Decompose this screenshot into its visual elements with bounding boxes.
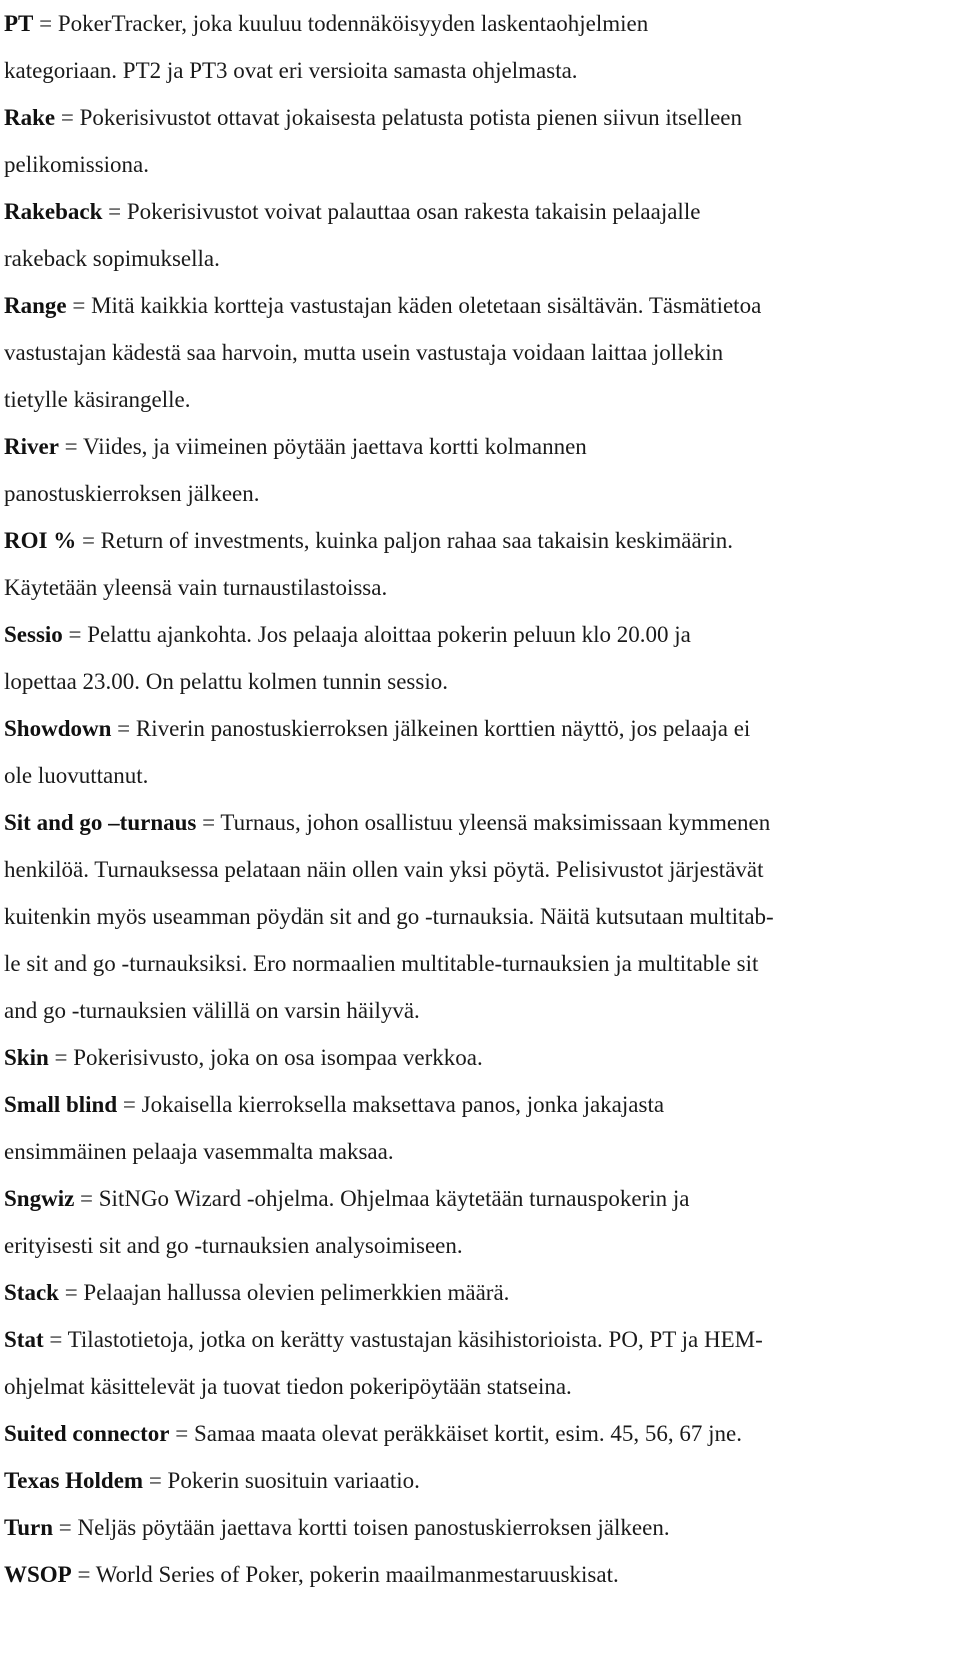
glossary-definition-text: erityisesti sit and go -turnauksien analysoimiseen. bbox=[4, 1233, 463, 1258]
glossary-definition-text: = Jokaisella kierroksella maksettava panos, jonka jakajasta bbox=[117, 1092, 665, 1117]
glossary-definition-text: = PokerTracker, joka kuuluu todennäköisyyden laskentaohjelmien bbox=[33, 11, 649, 36]
glossary-definition-text: = SitNGo Wizard -ohjelma. Ohjelmaa käytetään turnauspokerin ja bbox=[74, 1186, 690, 1211]
glossary-line bbox=[0, 0, 960, 47]
glossary-entry bbox=[0, 1175, 960, 1269]
glossary-definition-text: le sit and go -turnauksiksi. Ero normaalien multitable-turnauksien ja multitable sit bbox=[4, 951, 759, 976]
glossary-term: Rakeback bbox=[4, 199, 103, 224]
glossary-line bbox=[0, 1504, 960, 1551]
glossary-entry bbox=[0, 0, 960, 94]
glossary-line bbox=[0, 564, 960, 611]
glossary-term: Stack bbox=[4, 1280, 59, 1305]
glossary-definition-text: tietylle käsirangelle. bbox=[4, 387, 191, 412]
glossary-line bbox=[0, 141, 960, 188]
glossary-definition-text: ohjelmat käsittelevät ja tuovat tiedon pokeripöytään statseina. bbox=[4, 1374, 572, 1399]
glossary-line bbox=[0, 47, 960, 94]
glossary-line bbox=[0, 658, 960, 705]
glossary-term: Skin bbox=[4, 1045, 49, 1070]
glossary-definition-text: = Pokerisivustot voivat palauttaa osan rakesta takaisin pelaajalle bbox=[102, 199, 701, 224]
glossary-entry bbox=[0, 1034, 960, 1081]
glossary-line bbox=[0, 188, 960, 235]
glossary-entry bbox=[0, 517, 960, 611]
glossary-line bbox=[0, 1081, 960, 1128]
glossary-term: Turn bbox=[4, 1515, 54, 1540]
glossary-entry bbox=[0, 188, 960, 282]
glossary-term: Suited connector bbox=[4, 1421, 170, 1446]
glossary-term: Rake bbox=[4, 105, 56, 130]
glossary-line bbox=[0, 1128, 960, 1175]
glossary-definition-text: = Pokerisivusto, joka on osa isompaa verkkoa. bbox=[48, 1045, 483, 1070]
glossary-line bbox=[0, 470, 960, 517]
glossary-definition-text: Käytetään yleensä vain turnaustilastoissa. bbox=[4, 575, 388, 600]
glossary-definition-text: = Samaa maata olevat peräkkäiset kortit, esim. 45, 56, 67 jne. bbox=[169, 1421, 742, 1446]
glossary-definition-text: = World Series of Poker, pokerin maailmanmestaruuskisat. bbox=[71, 1562, 619, 1587]
glossary-term: Sngwiz bbox=[4, 1186, 75, 1211]
glossary-line bbox=[0, 376, 960, 423]
glossary-line bbox=[0, 940, 960, 987]
glossary-entry bbox=[0, 1457, 960, 1504]
glossary-entry bbox=[0, 423, 960, 517]
glossary-term: Stat bbox=[4, 1327, 44, 1352]
glossary-term: WSOP bbox=[4, 1562, 72, 1587]
glossary-line bbox=[0, 94, 960, 141]
glossary-line bbox=[0, 1410, 960, 1457]
glossary-entry bbox=[0, 1504, 960, 1551]
glossary-line bbox=[0, 329, 960, 376]
glossary-entry bbox=[0, 611, 960, 705]
glossary-line bbox=[0, 752, 960, 799]
glossary-definition-text: rakeback sopimuksella. bbox=[4, 246, 220, 271]
glossary-definition-text: = Tilastotietoja, jotka on kerätty vastustajan käsihistorioista. PO, PT ja HEM- bbox=[43, 1327, 763, 1352]
glossary-definition-text: = Mitä kaikkia kortteja vastustajan käden oletetaan sisältävän. Täsmätietoa bbox=[66, 293, 762, 318]
glossary-definition-text: vastustajan kädestä saa harvoin, mutta usein vastustaja voidaan laittaa jollekin bbox=[4, 340, 724, 365]
glossary-definition-text: = Riverin panostuskierroksen jälkeinen korttien näyttö, jos pelaaja ei bbox=[111, 716, 751, 741]
glossary-definition-text: = Pelattu ajankohta. Jos pelaaja aloittaa pokerin peluun klo 20.00 ja bbox=[62, 622, 691, 647]
glossary-definition-text: kuitenkin myös useamman pöydän sit and go -turnauksia. Näitä kutsutaan multitab- bbox=[4, 904, 774, 929]
glossary-term: Showdown bbox=[4, 716, 112, 741]
glossary-definition-text: = Return of investments, kuinka paljon rahaa saa takaisin keskimäärin. bbox=[76, 528, 733, 553]
glossary-term: Small blind bbox=[4, 1092, 118, 1117]
glossary-definition-text: and go -turnauksien välillä on varsin häilyvä. bbox=[4, 998, 420, 1023]
glossary-term: Texas Holdem bbox=[4, 1468, 144, 1493]
glossary-entry bbox=[0, 799, 960, 1034]
glossary-term: Sit and go –turnaus bbox=[4, 810, 197, 835]
glossary-definition-text: pelikomissiona. bbox=[4, 152, 150, 177]
glossary-line bbox=[0, 1269, 960, 1316]
glossary-definition-text: = Neljäs pöytään jaettava kortti toisen panostuskierroksen jälkeen. bbox=[53, 1515, 670, 1540]
glossary-definition-text: henkilöä. Turnauksessa pelataan näin ollen vain yksi pöytä. Pelisivustot järjestävät bbox=[4, 857, 764, 882]
glossary-definition-text: ensimmäinen pelaaja vasemmalta maksaa. bbox=[4, 1139, 394, 1164]
glossary-definition-text: = Viides, ja viimeinen pöytään jaettava kortti kolmannen bbox=[58, 434, 587, 459]
glossary-line bbox=[0, 1363, 960, 1410]
glossary-entry bbox=[0, 1551, 960, 1598]
glossary-entry bbox=[0, 705, 960, 799]
glossary-definition-text: = Turnaus, johon osallistuu yleensä maksimissaan kymmenen bbox=[196, 810, 771, 835]
glossary-line bbox=[0, 282, 960, 329]
glossary-line bbox=[0, 517, 960, 564]
glossary-entry bbox=[0, 282, 960, 423]
glossary-definition-text: lopettaa 23.00. On pelattu kolmen tunnin sessio. bbox=[4, 669, 448, 694]
glossary-line bbox=[0, 1551, 960, 1598]
glossary-line bbox=[0, 893, 960, 940]
glossary-term: ROI % bbox=[4, 528, 77, 553]
glossary-entry bbox=[0, 1269, 960, 1316]
glossary-line bbox=[0, 1457, 960, 1504]
glossary-line bbox=[0, 423, 960, 470]
glossary-line bbox=[0, 799, 960, 846]
glossary-entry bbox=[0, 1081, 960, 1175]
glossary-definition-text: panostuskierroksen jälkeen. bbox=[4, 481, 260, 506]
glossary-definition-text: = Pelaajan hallussa olevien pelimerkkien määrä. bbox=[58, 1280, 510, 1305]
glossary-definition-text: = Pokerisivustot ottavat jokaisesta pelatusta potista pienen siivun itselleen bbox=[55, 105, 743, 130]
glossary-line bbox=[0, 611, 960, 658]
glossary-line bbox=[0, 1222, 960, 1269]
glossary-line bbox=[0, 846, 960, 893]
glossary-line bbox=[0, 987, 960, 1034]
glossary-line bbox=[0, 1175, 960, 1222]
glossary-line bbox=[0, 1034, 960, 1081]
glossary-definition-text: ole luovuttanut. bbox=[4, 763, 149, 788]
glossary-term: River bbox=[4, 434, 59, 459]
glossary-entry bbox=[0, 94, 960, 188]
glossary-entry bbox=[0, 1410, 960, 1457]
glossary-line bbox=[0, 235, 960, 282]
glossary-term: PT bbox=[4, 11, 34, 36]
glossary-definition-text: kategoriaan. PT2 ja PT3 ovat eri versioita samasta ohjelmasta. bbox=[4, 58, 578, 83]
glossary-line bbox=[0, 1316, 960, 1363]
glossary-term: Sessio bbox=[4, 622, 63, 647]
glossary-line bbox=[0, 705, 960, 752]
glossary-entry bbox=[0, 1316, 960, 1410]
glossary-term: Range bbox=[4, 293, 67, 318]
glossary-definition-text: = Pokerin suosituin variaatio. bbox=[143, 1468, 420, 1493]
